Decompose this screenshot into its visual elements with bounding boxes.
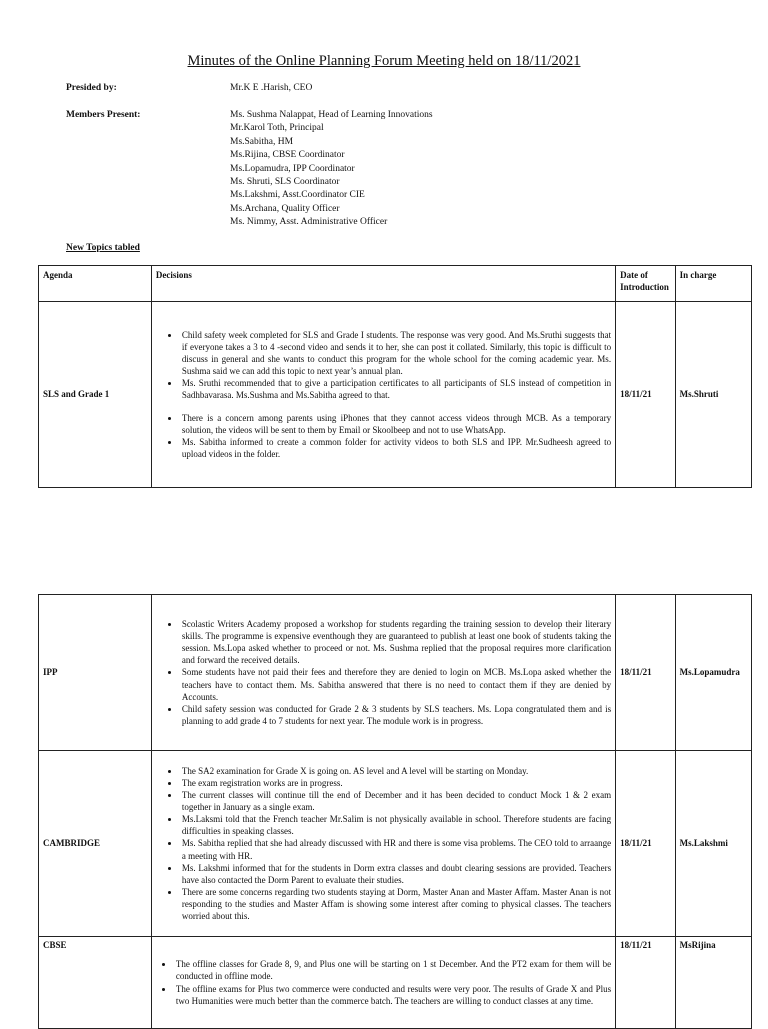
member-item: Ms. Sushma Nalappat, Head of Learning Innovations (230, 110, 433, 120)
members-list (230, 109, 433, 230)
date-cell: 18/11/21 (616, 937, 676, 1029)
minutes-table (38, 265, 752, 488)
decision-item: • Some students have not paid their fees and therefore they are denied to login on MCB. Ms.Lopa asked whether the teachers have to contact them. Ms. Sabitha answered that there is no need to contact them if they are denied by Accounts. (180, 666, 611, 702)
header-agenda: Agenda (39, 266, 152, 302)
table-row (39, 937, 752, 1029)
decision-item: • Ms. Sabitha informed to create a common folder for activity videos to both SLS and IPP. Mr.Sudheesh agreed to upload videos in the folder. (180, 436, 611, 460)
agenda-cell: CAMBRIDGE (39, 751, 152, 937)
in-charge-cell: MsRijina (675, 937, 751, 1029)
decisions-cell (151, 595, 615, 751)
document-title: Minutes of the Online Planning Forum Meeting held on 18/11/2021 (187, 53, 581, 69)
header-in-charge: In charge (675, 266, 751, 302)
decision-item: • The offline exams for Plus two commerce were conducted and results were very poor. The results of Grade X and Plus two Humanities were much better than the commerce batch. The teachers are willing to conduct classes at any time. (174, 983, 611, 1007)
member-item: Ms.Rijina, CBSE Coordinator (230, 150, 345, 161)
header-date: Date of Introduction (616, 266, 676, 302)
member-item: Mr.Karol Toth, Principal (230, 123, 324, 134)
agenda-cell: SLS and Grade 1 (39, 302, 152, 488)
decision-item: • The SA2 examination for Grade X is going on. AS level and A level will be starting on Monday. (180, 765, 611, 777)
minutes-table-continued (38, 594, 752, 1029)
presided-value: Mr.K E .Harish, CEO (230, 83, 313, 93)
decision-item: • The exam registration works are in progress. (180, 777, 611, 789)
decision-item: • Scolastic Writers Academy proposed a workshop for students regarding the training session to develop their literary skills. The programme is expensive eventhough they are guaranteed to publish at least one book of students taking the session. Ms.Lopa asked whether to proceed or not. Ms. Sushma replied that the proposal requires more clarification and forward the received details. (180, 618, 611, 666)
decision-item: • Ms. Lakshmi informed that for the students in Dorm extra classes and doubt clearing sessions are provided. Teachers have also contacted the Dorm Parent to evaluate their studies. (180, 862, 611, 886)
decision-item: • There are some concerns regarding two students staying at Dorm, Master Anan and Master Affam. Master Anan is not responding to the studies and Master Affam is showing some interest after coming to physical classes. The teachers worried about this. (180, 886, 611, 922)
member-item: Ms. Shruti, SLS Coordinator (230, 177, 340, 188)
agenda-cell: CBSE (39, 937, 152, 1029)
decisions-cell (151, 937, 615, 1029)
date-cell: 18/11/21 (616, 302, 676, 488)
decision-item: • Child safety week completed for SLS and Grade I students. The response was very good. And Ms.Sruthi suggests that if everyone takes a 3 to 4 -second video and sends it to her, she can post it collated. Similarly, this topic is difficult to discuss in general and she wants to conduct this program for the whole school for the coming academic year. Ms. Sushma said we can add this topic to next year’s annual plan. (180, 329, 611, 377)
table-row (39, 302, 752, 488)
in-charge-cell: Ms.Lopamudra (675, 595, 751, 751)
decision-item: • Ms.Laksmi told that the French teacher Mr.Salim is not physically available in school. Therefore students are facing difficulties in speaking classes. (180, 813, 611, 837)
date-cell: 18/11/21 (616, 595, 676, 751)
section-heading: New Topics tabled (66, 243, 140, 253)
header-decisions: Decisions (151, 266, 615, 302)
agenda-cell: IPP (39, 595, 152, 751)
member-item: Ms.Archana, Quality Officer (230, 203, 340, 214)
table-header-row (39, 266, 752, 302)
decision-item: • The offline classes for Grade 8, 9, and Plus one will be starting on 1 st December. And the PT2 exam for them will be conducted in offline mode. (174, 958, 611, 982)
decision-item: • Ms. Sabitha replied that she had already discussed with HR and there is some visa problems. The CEO told to arraange a meeting with HR. (180, 837, 611, 861)
decision-item: • Child safety session was conducted for Grade 2 & 3 students by SLS teachers. Ms. Lopa congratulated them and is planning to add grade 4 to 7 students for next year. The module work is in progress. (180, 703, 611, 727)
decision-item: • Ms. Sruthi recommended that to give a participation certificates to all participants of SLS instead of competition in Sadhbavarasa. Ms.Sushma and Ms.Sabitha agreed to that. (180, 377, 611, 401)
members-label: Members Present: (66, 110, 141, 120)
in-charge-cell: Ms.Shruti (675, 302, 751, 488)
member-item: Ms.Lakshmi, Asst.Coordinator CIE (230, 190, 365, 201)
date-cell: 18/11/21 (616, 751, 676, 937)
member-item: Ms. Nimmy, Asst. Administrative Officer (230, 217, 388, 228)
presided-label: Presided by: (66, 83, 117, 93)
decisions-cell (151, 751, 615, 937)
member-item: Ms.Lopamudra, IPP Coordinator (230, 163, 355, 174)
decision-item: • There is a concern among parents using iPhones that they cannot access videos through MCB. As a temporary solution, the videos will be sent to them by Email or Skoolbeep and not to use WhatsApp. (180, 412, 611, 436)
decisions-cell (151, 302, 615, 488)
decision-item: • The current classes will continue till the end of December and it has been decided to conduct Mock 1 & 2 exam together in January as a single exam. (180, 789, 611, 813)
table-row (39, 751, 752, 937)
in-charge-cell: Ms.Lakshmi (675, 751, 751, 937)
member-item: Ms.Sabitha, HM (230, 136, 294, 147)
table-row (39, 595, 752, 751)
